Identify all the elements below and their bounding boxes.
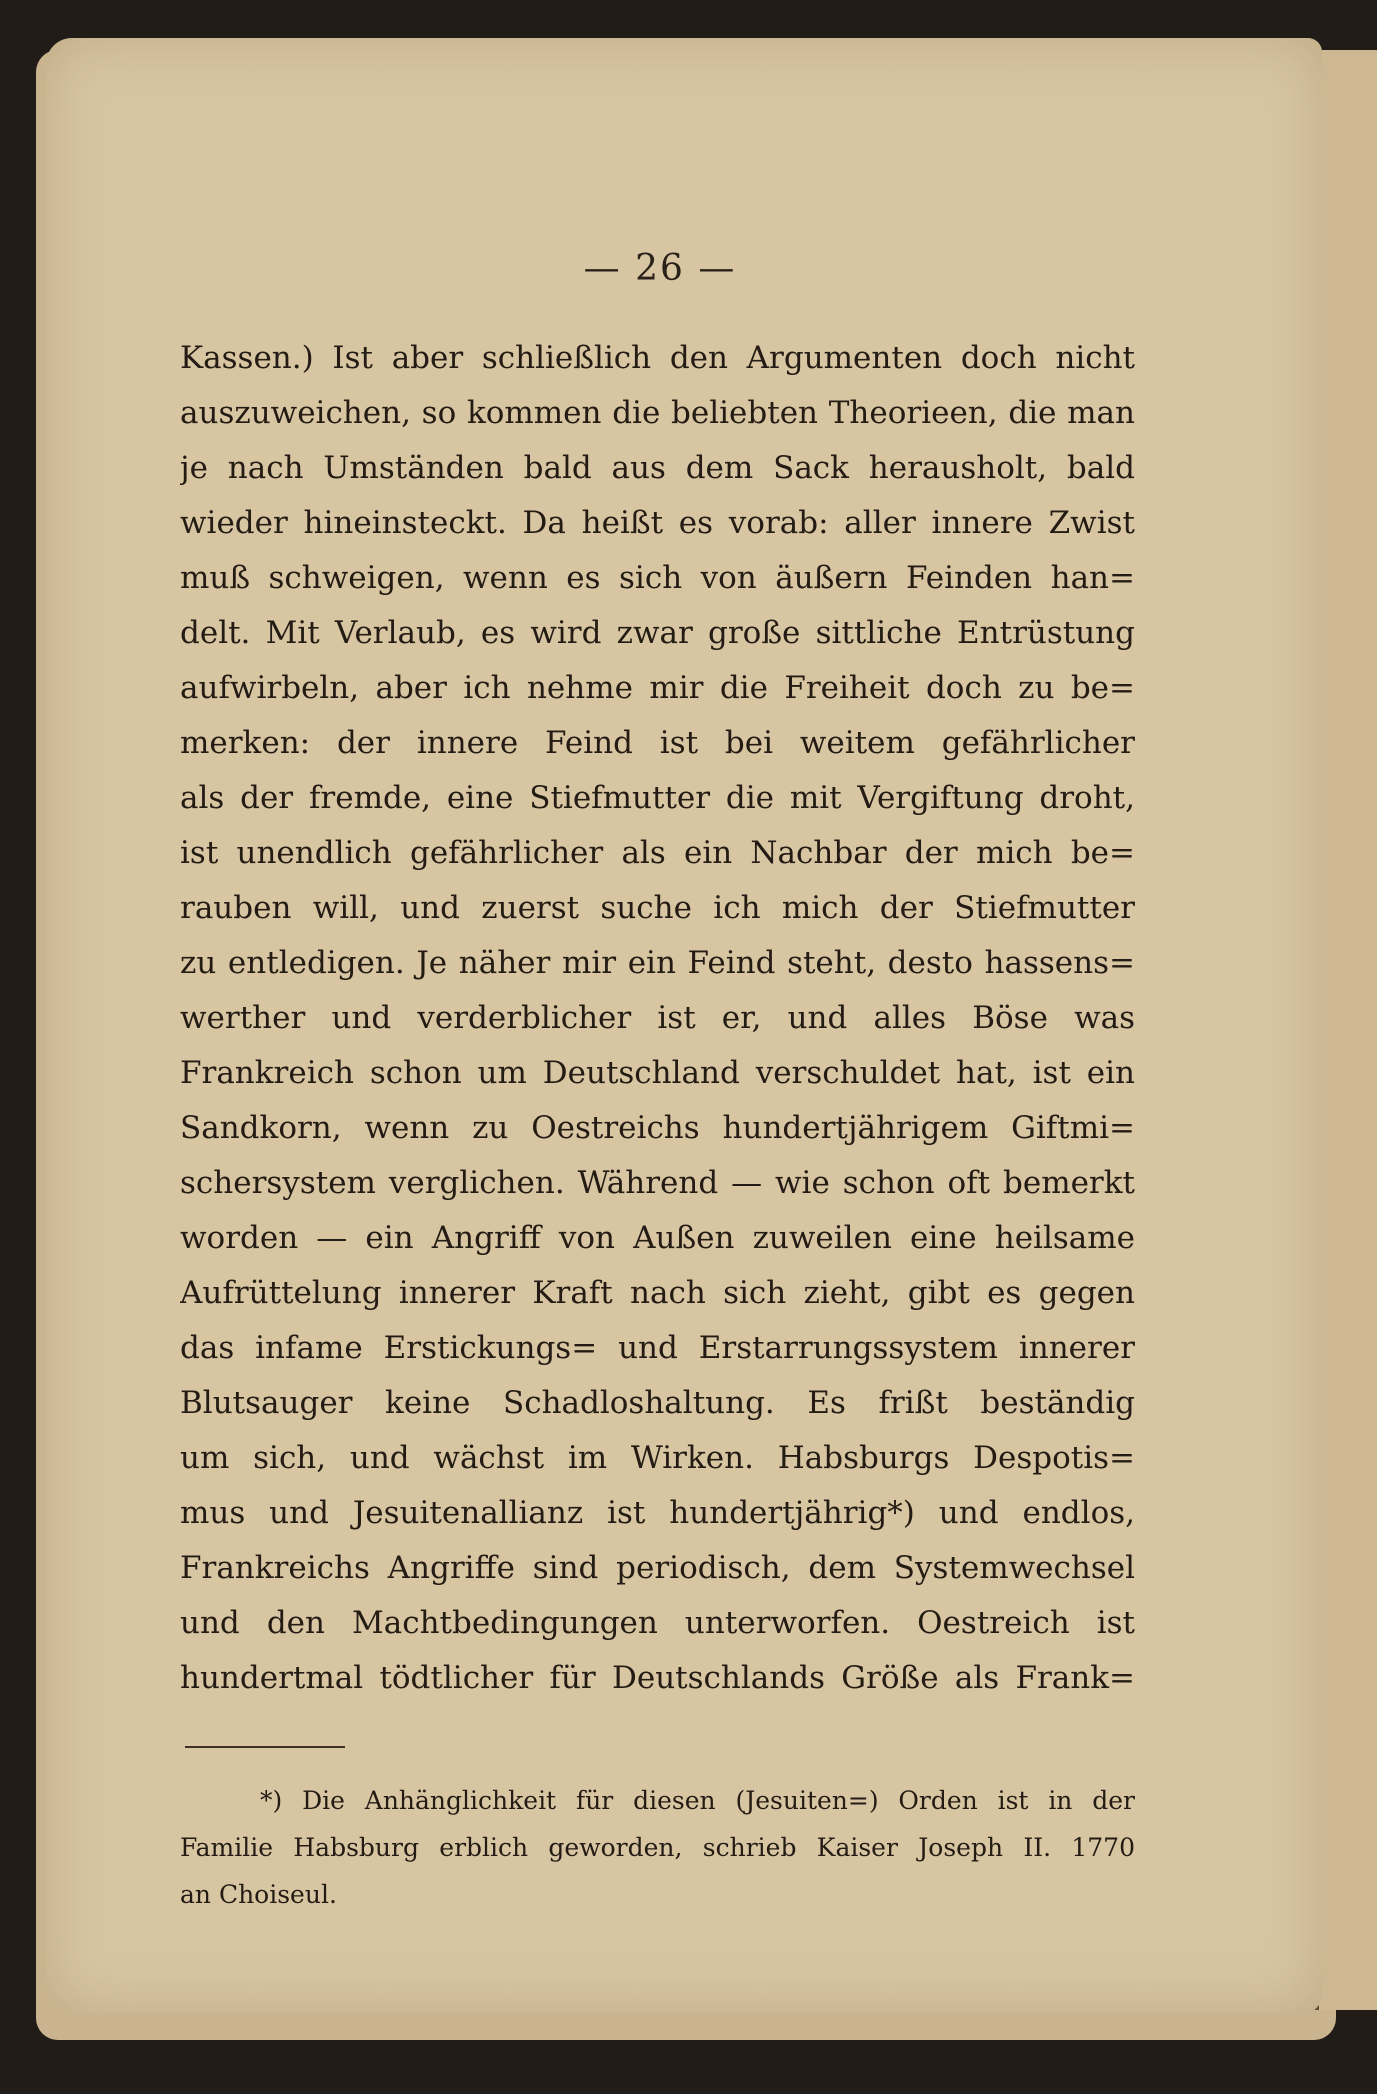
adjacent-page-edge [1315,50,1377,2010]
text-line: ist unendlich gefährlicher als ein Nachbar der mich be= [180,835,1135,871]
footnote-line: an Choiseul. [180,1880,337,1909]
text-line: je nach Umständen bald aus dem Sack herausholt, bald [180,450,1135,486]
text-line: merken: der innere Feind ist bei weitem gefährlicher [180,725,1135,761]
text-line: rauben will, und zuerst suche ich mich der Stiefmutter [180,890,1135,926]
text-line: aufwirbeln, aber ich nehme mir die Freiheit doch zu be= [180,670,1135,706]
footnote-line: *) Die Anhänglichkeit für diesen (Jesuiten=) Orden ist in der [260,1786,1135,1815]
text-line: schersystem verglichen. Während — wie schon oft bemerkt [180,1165,1135,1201]
text-line: als der fremde, eine Stiefmutter die mit Vergiftung droht, [180,780,1135,816]
text-line: und den Machtbedingungen unterworfen. Oestreich ist [180,1605,1135,1641]
footnote-divider [185,1746,345,1748]
text-line: Frankreichs Angriffe sind periodisch, dem Systemwechsel [180,1550,1135,1586]
text-line: Kassen.) Ist aber schließlich den Argumenten doch nicht [180,340,1135,376]
text-line: wieder hineinsteckt. Da heißt es vorab: aller innere Zwist [180,505,1135,541]
footnote-line: Familie Habsburg erblich geworden, schrieb Kaiser Joseph II. 1770 [180,1833,1135,1862]
page-number: — 26 — [583,248,737,289]
text-line: auszuweichen, so kommen die beliebten Theorieen, die man [180,395,1135,431]
text-line: mus und Jesuitenallianz ist hundertjährig*) und endlos, [180,1495,1135,1531]
text-line: Sandkorn, wenn zu Oestreichs hundertjährigem Giftmi= [180,1110,1135,1146]
text-line: Frankreich schon um Deutschland verschuldet hat, ist ein [180,1055,1135,1091]
text-line: hundertmal tödtlicher für Deutschlands Größe als Frank= [180,1660,1135,1696]
text-line: werther und verderblicher ist er, und alles Böse was [180,1000,1135,1036]
text-line: zu entledigen. Je näher mir ein Feind steht, desto hassens= [180,945,1135,981]
text-line: um sich, und wächst im Wirken. Habsburgs Despotis= [180,1440,1135,1476]
text-line: muß schweigen, wenn es sich von äußern Feinden han= [180,560,1135,596]
text-line: Aufrüttelung innerer Kraft nach sich zieht, gibt es gegen [180,1275,1135,1311]
text-line: Blutsauger keine Schadloshaltung. Es frißt beständig [180,1385,1135,1421]
text-line: das infame Erstickungs= und Erstarrungssystem innerer [180,1330,1135,1366]
text-line: worden — ein Angriff von Außen zuweilen eine heilsame [180,1220,1135,1256]
text-line: delt. Mit Verlaub, es wird zwar große sittliche Entrüstung [180,615,1135,651]
